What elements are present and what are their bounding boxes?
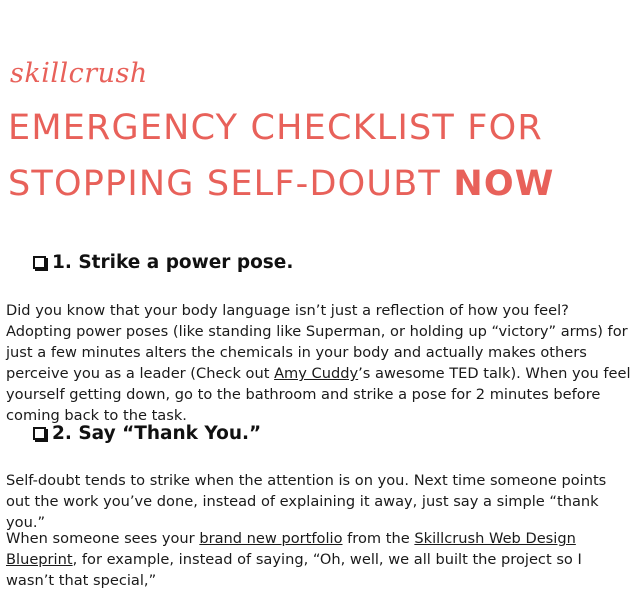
amy-cuddy-link[interactable]: Amy Cuddy: [274, 365, 359, 382]
checklist-item-1-heading: [33, 252, 293, 273]
checklist-item-2-label: 2. Say “Thank You.”: [52, 423, 262, 444]
brand-new-portfolio-link[interactable]: brand new portfolio: [199, 530, 343, 547]
title-line-2-emphasis: NOW: [453, 164, 555, 204]
skillcrush-logo: skillcrush: [10, 58, 148, 89]
web-design-blueprint-link[interactable]: Skillcrush Web Design Blueprint: [6, 530, 576, 568]
checklist-item-2-heading: [33, 423, 261, 444]
paragraph-text: When someone sees your: [6, 530, 200, 547]
page-title: [8, 100, 555, 212]
checklist-item-2-paragraph-1: Self-doubt tends to strike when the attention is on you. Next time someone points out the work you’ve done, instead of explaining it away, just say a simple “thank you.”: [6, 472, 607, 531]
paragraph-text: from the: [342, 530, 415, 547]
paragraph-text: , for example, instead of saying, “Oh, well, we all built the project so I wasn’t that special,”: [6, 551, 582, 589]
checkbox-icon[interactable]: [33, 256, 46, 269]
checklist-item-1-label: 1. Strike a power pose.: [52, 252, 294, 273]
checklist-item-1-paragraph: [6, 300, 634, 426]
title-line-1: EMERGENCY CHECKLIST FOR: [8, 108, 543, 148]
paragraph-text: ’s awesome TED talk). When you feel yourself getting down, go to the bathroom and strike a pose for 2 minutes before coming back to the task.: [6, 365, 631, 424]
title-line-2-prefix: STOPPING SELF-DOUBT: [8, 164, 454, 204]
paragraph-text: Did you know that your body language isn’t just a reflection of how you feel? Adopting power poses (like standing like Superman, or holding up “victory” arms) for just a few minutes alters the chemicals in your body and actually makes others perceive you as a leader (Check out: [6, 302, 628, 382]
checkbox-icon[interactable]: [33, 427, 46, 440]
checklist-item-2-paragraph-2: [6, 528, 634, 591]
